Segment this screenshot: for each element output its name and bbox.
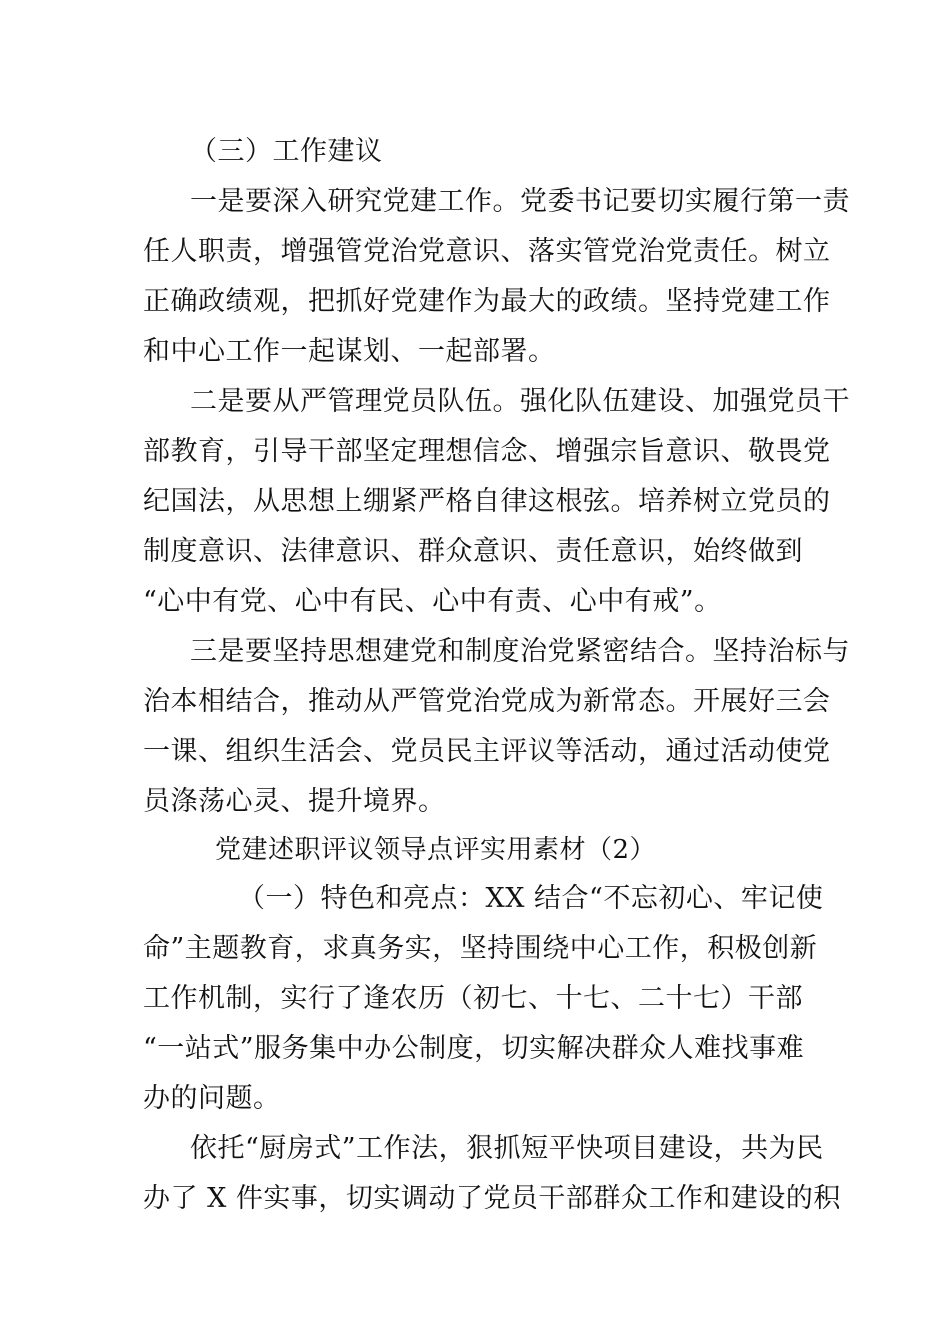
paragraph-line: 一是要深入研究党建工作。党委书记要切实履行第一责 bbox=[190, 186, 850, 217]
paragraph-line: 制度意识、法律意识、群众意识、责任意识，始终做到 bbox=[143, 536, 803, 567]
paragraph-line: （一）特色和亮点：XX 结合“不忘初心、牢记使 bbox=[238, 883, 824, 914]
paragraph-line: 部教育，引导干部坚定理想信念、增强宗旨意识、敬畏党 bbox=[143, 436, 831, 467]
paragraph-line: 员涤荡心灵、提升境界。 bbox=[143, 786, 446, 817]
paragraph-line: 治本相结合，推动从严管党治党成为新常态。开展好三会 bbox=[143, 686, 831, 717]
paragraph-line: 正确政绩观，把抓好党建作为最大的政绩。坚持党建工作 bbox=[143, 286, 831, 317]
section-title: 党建述职评议领导点评实用素材（2） bbox=[215, 835, 657, 865]
paragraph-line: 一课、组织生活会、党员民主评议等活动，通过活动使党 bbox=[143, 736, 831, 767]
paragraph-line: “心中有党、心中有民、心中有责、心中有戒”。 bbox=[143, 586, 722, 617]
section-heading: （三）工作建议 bbox=[190, 136, 383, 167]
paragraph-line: 依托“厨房式”工作法，狠抓短平快项目建设，共为民 bbox=[190, 1133, 824, 1164]
paragraph-line: 命”主题教育，求真务实，坚持围绕中心工作，积极创新 bbox=[143, 933, 818, 964]
paragraph-line: “一站式”服务集中办公制度，切实解决群众人难找事难 bbox=[143, 1033, 805, 1064]
paragraph-line: 二是要从严管理党员队伍。强化队伍建设、加强党员干 bbox=[190, 386, 850, 417]
paragraph-line: 纪国法，从思想上绷紧严格自律这根弦。培养树立党员的 bbox=[143, 486, 831, 517]
paragraph-line: 任人职责，增强管党治党意识、落实管党治党责任。树立 bbox=[143, 236, 831, 267]
paragraph-line: 三是要坚持思想建党和制度治党紧密结合。坚持治标与 bbox=[190, 636, 850, 667]
paragraph-line: 办了 X 件实事，切实调动了党员干部群众工作和建设的积 bbox=[143, 1183, 841, 1214]
paragraph-line: 工作机制，实行了逢农历（初七、十七、二十七）干部 bbox=[143, 983, 803, 1014]
paragraph-line: 办的问题。 bbox=[143, 1083, 281, 1114]
paragraph-line: 和中心工作一起谋划、一起部署。 bbox=[143, 336, 556, 367]
